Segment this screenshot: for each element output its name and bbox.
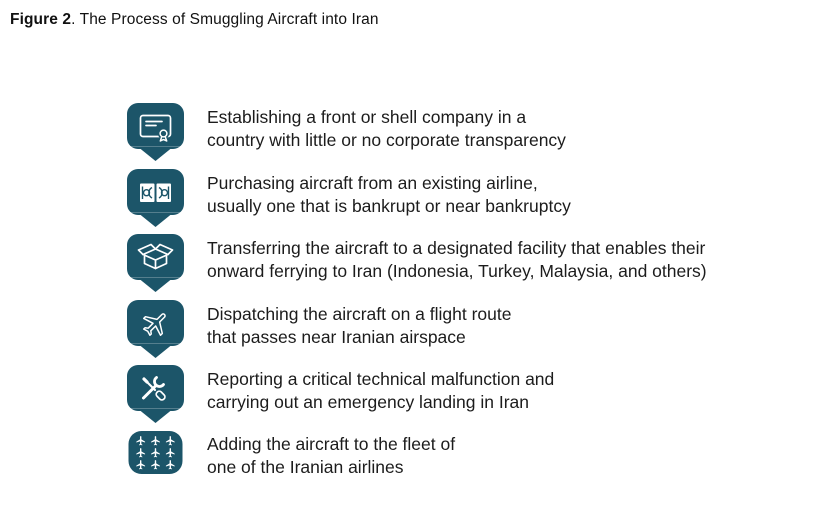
step-text-line: Establishing a front or shell company in a — [207, 107, 527, 127]
step-text-line: country with little or no corporate transparency — [207, 130, 566, 150]
step-text-line: Reporting a critical technical malfunction and — [207, 369, 555, 389]
fleet-grid-icon — [127, 430, 184, 488]
step-text-line: one of the Iranian airlines — [207, 457, 404, 477]
step-text-line: that passes near Iranian airspace — [207, 327, 466, 347]
figure-title: . The Process of Smuggling Aircraft into Iran — [71, 11, 379, 28]
figure-label: Figure 2 — [10, 11, 72, 28]
step-row-malfunction — [127, 365, 554, 423]
step-text-line: usually one that is bankrupt or near bankruptcy — [207, 196, 571, 216]
step-text-line: Purchasing aircraft from an existing airline, — [207, 173, 538, 193]
tools-icon — [127, 365, 184, 423]
step-text-line: Adding the aircraft to the fleet of — [207, 434, 456, 454]
certificate-icon — [127, 103, 184, 161]
open-box-icon — [127, 234, 184, 292]
step-row-shell-company — [127, 103, 566, 161]
step-row-purchase — [127, 169, 571, 227]
step-row-fleet — [127, 430, 455, 488]
step-text-line: Dispatching the aircraft on a flight route — [207, 304, 512, 324]
step-text-line: Transferring the aircraft to a designated facility that enables their — [207, 238, 706, 258]
airplane-icon — [127, 300, 184, 358]
step-row-dispatch — [127, 300, 511, 358]
step-text-line: onward ferrying to Iran (Indonesia, Turkey, Malaysia, and others) — [207, 261, 707, 281]
step-row-transfer — [127, 234, 707, 292]
figure-caption — [10, 11, 379, 29]
step-text-line: carrying out an emergency landing in Iran — [207, 392, 529, 412]
banknotes-icon — [127, 169, 184, 227]
